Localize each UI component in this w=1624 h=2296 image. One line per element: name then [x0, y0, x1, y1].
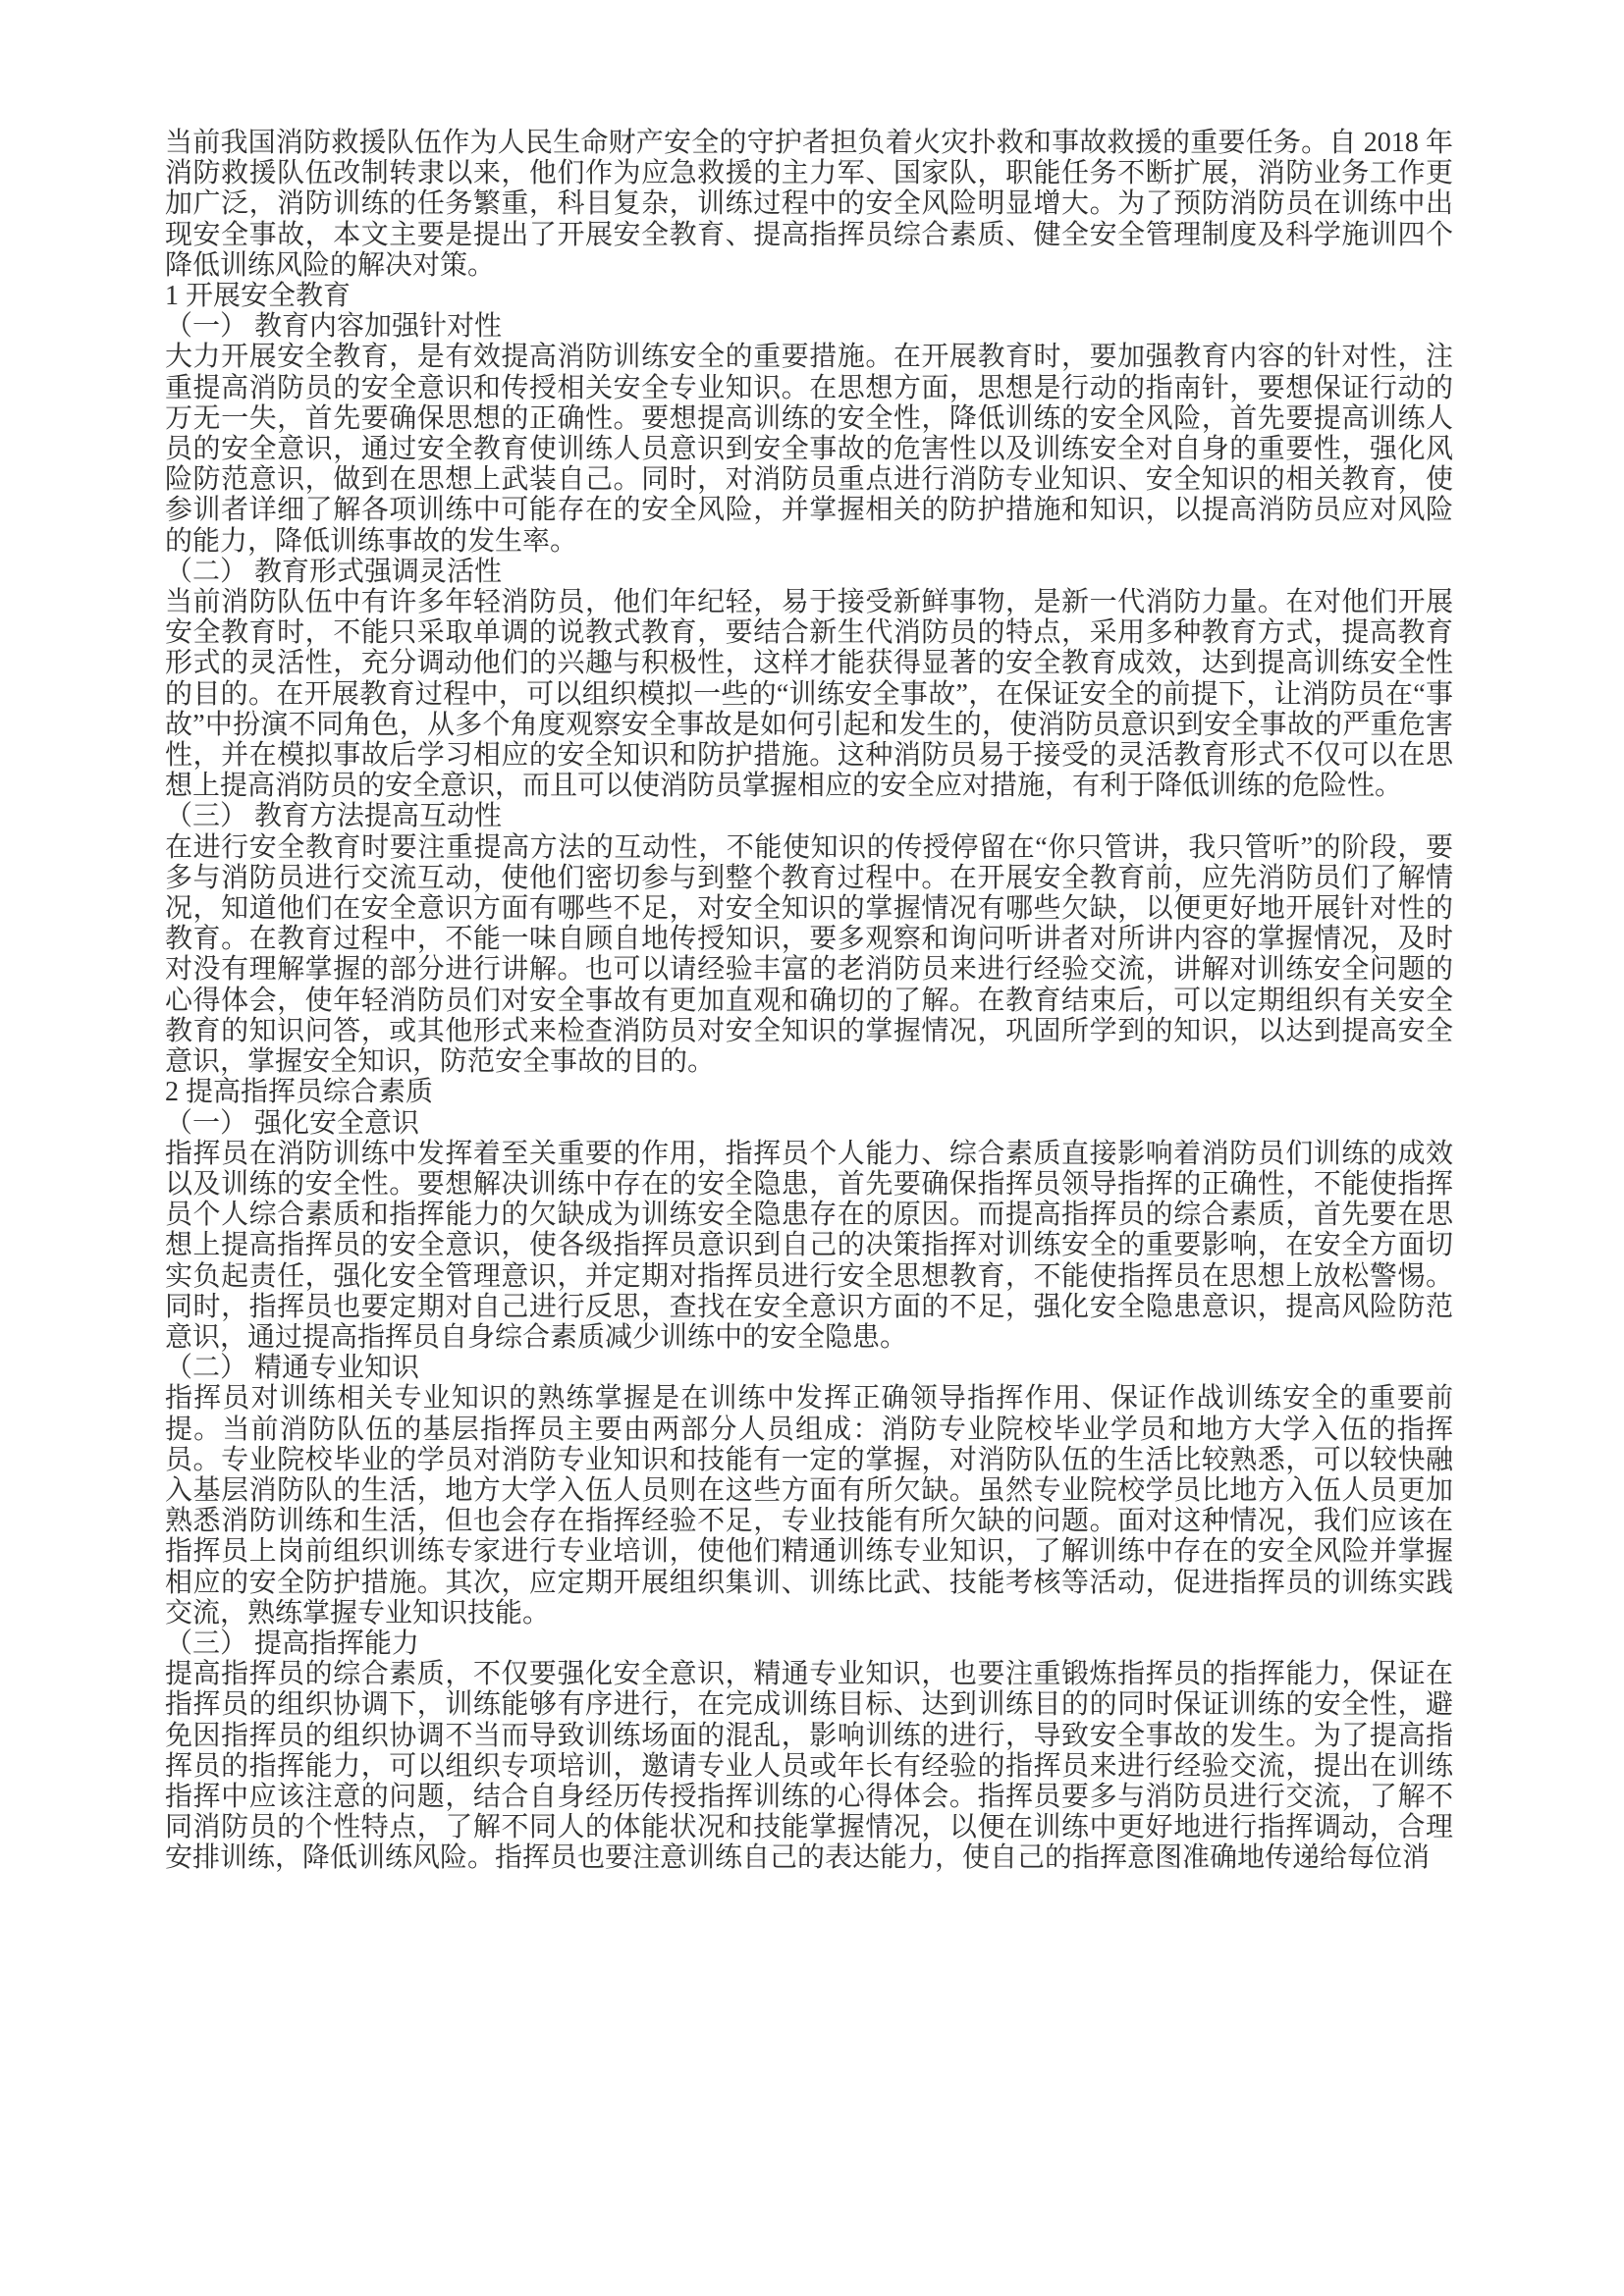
section-heading: （三） 提高指挥能力	[165, 1628, 420, 1659]
body-paragraph: 当前消防队伍中有许多年轻消防员，他们年纪轻，易于接受新鲜事物，是新一代消防力量。在对他们开展安全教育时，不能只采取单调的说教式教育，要结合新生代消防员的特点，采用多种教育方式，提高教育形式的灵活性，充分调动他们的兴趣与积极性，这样才能获得显著的安全教育成效，达到提高训练安全性的目的。在开展教育过程中，可以组织模拟一些的“训练安全事故”，在保证安全的前提下，让消防员在“事故”中扮演不同角色，从多个角度观察安全事故是如何引起和发生的，使消防员意识到安全事故的严重危害性，并在模拟事故后学习相应的安全知识和防护措施。这种消防员易于接受的灵活教育形式不仅可以在思想上提高消防员的安全意识，而且可以使消防员掌握相应的安全应对措施，有利于降低训练的危险性。	[165, 587, 1453, 802]
body-paragraph: 在进行安全教育时要注重提高方法的互动性，不能使知识的传授停留在“你只管讲，我只管听”的阶段，要多与消防员进行交流互动，使他们密切参与到整个教育过程中。在开展安全教育前，应先消防员们了解情况，知道他们在安全意识方面有哪些不足，对安全知识的掌握情况有哪些欠缺，以便更好地开展针对性的教育。在教育过程中，不能一味自顾自地传授知识，要多观察和询问听讲者对所讲内容的掌握情况，及时对没有理解掌握的部分进行讲解。也可以请经验丰富的老消防员来进行经验交流，讲解对训练安全问题的心得体会，使年轻消防员们对安全事故有更加直观和确切的了解。在教育结束后，可以定期组织有关安全教育的知识问答，或其他形式来检查消防员对安全知识的掌握情况，巩固所学到的知识，以达到提高安全意识，掌握安全知识，防范安全事故的目的。	[165, 831, 1453, 1078]
body-paragraph: 大力开展安全教育，是有效提高消防训练安全的重要措施。在开展教育时，要加强教育内容的针对性，注重提高消防员的安全意识和传授相关安全专业知识。在思想方面，思想是行动的指南针，要想保证行动的万无一失，首先要确保思想的正确性。要想提高训练的安全性，降低训练的安全风险，首先要提高训练人员的安全意识，通过安全教育使训练人员意识到安全事故的危害性以及训练安全对自身的重要性，强化风险防范意识，做到在思想上武装自己。同时，对消防员重点进行消防专业知识、安全知识的相关教育，使参训者详细了解各项训练中可能存在的安全风险，并掌握相关的防护措施和知识，以提高消防员应对风险的能力，降低训练事故的发生率。	[165, 342, 1453, 557]
section-heading: 1 开展安全教育	[165, 281, 352, 312]
section-heading: 2 提高指挥员综合素质	[165, 1077, 434, 1108]
section-heading: （二） 教育形式强调灵活性	[165, 556, 503, 587]
body-paragraph: 指挥员对训练相关专业知识的熟练掌握是在训练中发挥正确领导指挥作用、保证作战训练安全的重要前提。当前消防队伍的基层指挥员主要由两部分人员组成：消防专业院校毕业学员和地方大学入伍的指挥员。专业院校毕业的学员对消防专业知识和技能有一定的掌握，对消防队伍的生活比较熟悉，可以较快融入基层消防队的生活，地方大学入伍人员则在这些方面有所欠缺。虽然专业院校学员比地方入伍人员更加熟悉消防训练和生活，但也会存在指挥经验不足，专业技能有所欠缺的问题。面对这种情况，我们应该在指挥员上岗前组织训练专家进行专业培训，使他们精通训练专业知识，了解训练中存在的安全风险并掌握相应的安全防护措施。其次，应定期开展组织集训、训练比武、技能考核等活动，促进指挥员的训练实践交流，熟练掌握专业知识技能。	[165, 1383, 1453, 1629]
body-paragraph: 当前我国消防救援队伍作为人民生命财产安全的守护者担负着火灾扑救和事故救援的重要任务。自 2018 年消防救援队伍改制转隶以来，他们作为应急救援的主力军、国家队，职能任务不断扩展，消防业务工作更加广泛，消防训练的任务繁重，科目复杂，训练过程中的安全风险明显增大。为了预防消防员在训练中出现安全事故，本文主要是提出了开展安全教育、提高指挥员综合素质、健全安全管理制度及科学施训四个降低训练风险的解决对策。	[165, 128, 1453, 281]
body-paragraph: 提高指挥员的综合素质，不仅要强化安全意识，精通专业知识，也要注重锻炼指挥员的指挥能力，保证在指挥员的组织协调下，训练能够有序进行，在完成训练目标、达到训练目的的同时保证训练的安全性，避免因指挥员的组织协调不当而导致训练场面的混乱，影响训练的进行，导致安全事故的发生。为了提高指挥员的指挥能力，可以组织专项培训，邀请专业人员或年长有经验的指挥员来进行经验交流，提出在训练指挥中应该注意的问题，结合自身经历传授指挥训练的心得体会。指挥员要多与消防员进行交流，了解不同消防员的个性特点，了解不同人的体能状况和技能掌握情况，以便在训练中更好地进行指挥调动，合理安排训练，降低训练风险。指挥员也要注意训练自己的表达能力，使自己的指挥意图准确地传递给每位消	[165, 1659, 1453, 1874]
section-heading: （一） 强化安全意识	[165, 1107, 420, 1139]
body-paragraph: 指挥员在消防训练中发挥着至关重要的作用，指挥员个人能力、综合素质直接影响着消防员们训练的成效以及训练的安全性。要想解决训练中存在的安全隐患，首先要确保指挥员领导指挥的正确性，不能使指挥员个人综合素质和指挥能力的欠缺成为训练安全隐患存在的原因。而提高指挥员的综合素质，首先要在思想上提高指挥员的安全意识，使各级指挥员意识到自己的决策指挥对训练安全的重要影响，在安全方面切实负起责任，强化安全管理意识，并定期对指挥员进行安全思想教育，不能使指挥员在思想上放松警惕。同时，指挥员也要定期对自己进行反思，查找在安全意识方面的不足，强化安全隐患意识，提高风险防范意识，通过提高指挥员自身综合素质减少训练中的安全隐患。	[165, 1138, 1453, 1353]
section-heading: （一） 教育内容加强针对性	[165, 311, 503, 343]
document-content	[165, 128, 1453, 1874]
section-heading: （三） 教育方法提高互动性	[165, 801, 503, 832]
section-heading: （二） 精通专业知识	[165, 1353, 420, 1384]
